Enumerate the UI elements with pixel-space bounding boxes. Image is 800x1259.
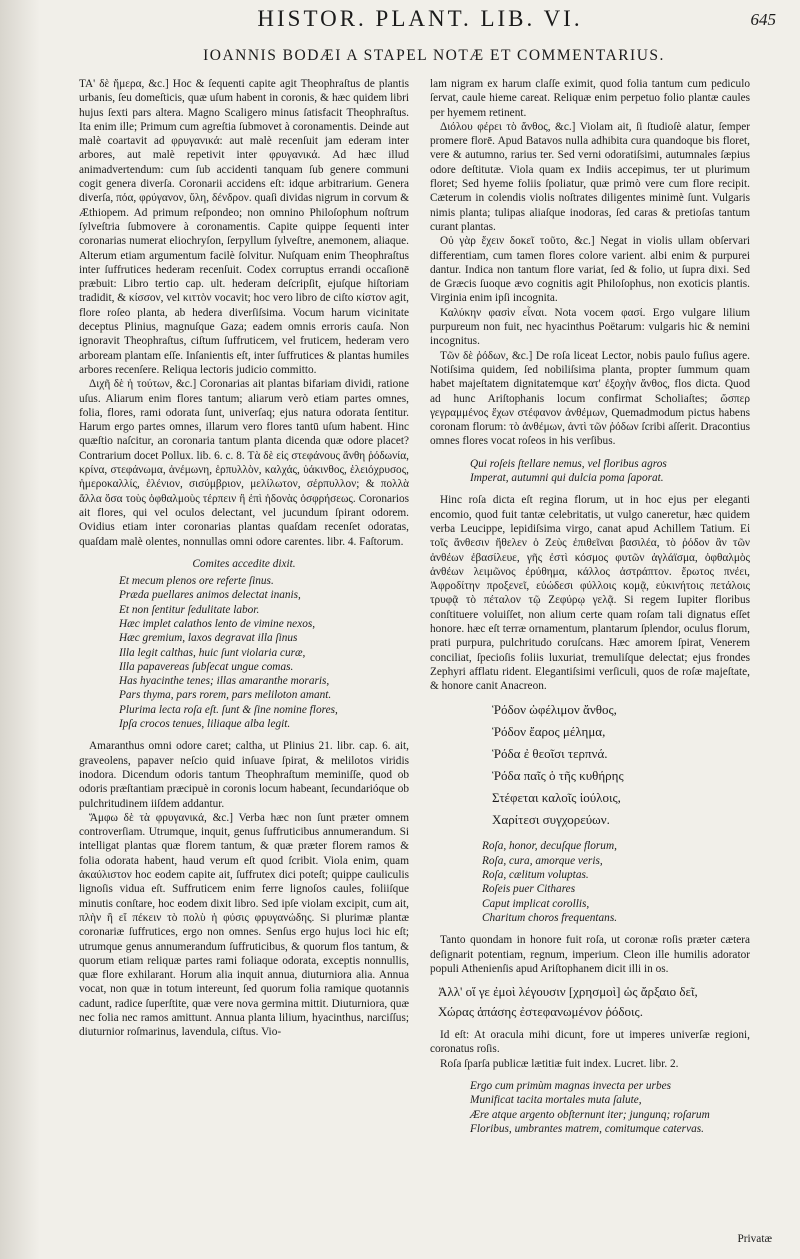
lucretius-verse	[430, 1079, 750, 1136]
verse-line: Hæc implet calathos lento de vimine nexos,	[119, 617, 316, 630]
verse-line: Ipſa crocos tenues, liliaque alba legit.	[119, 718, 291, 731]
anacreon-latin-verse	[430, 839, 750, 925]
verse-line: Pars thyma, pars rorem, pars meliloton amant.	[119, 689, 332, 702]
paragraph: Hinc roſa dicta eſt regina florum, ut in hoc ejus per eleganti encomio, quod fuit tantæ celebritatis, ut vulgo caneretur, hæc quidem verba Leucippe, lepidiſsima virgo, canat apud Achillem Tatium. Εἰ τοῖς ἄνθεσιν ἤθελεν ὁ Ζεὺς ἐπιθεῖναι βασιλέα, τὸ ῥόδον ἂν τῶν ἀνθέων ἐβασίλευε, γῆς ἐστὶ κόσμος φυτῶν ἀγλάϊσμα, ὀφθαλμὸς ἀνθέων λειμῶνος ἐρύθημα, κάλλος ἀστράπτον. ἔρωτος πνέει, Ἀφροδίτην προξενεῖ, εὐώδεσι φύλλοις κομᾷ, εὐκινήτοις πετάλοις τρυφᾷ τὸ πέταλον τῷ Ζεφύρῳ γελᾷ. Si regem Iupiter floribus conſtituere voluiſſet, non alium certe quam roſam tali dignatus eſſet honore. hæc eſt terræ ornamentum, plantarum ſplendor, oculus florum, prati purpura, pulchritudo coruſcans. Hæc amorem ſpirat, Venerem conciliat, ſpecioſis foliis luxuriat, tremuliſque delectat; ejus frondes Zephyri afflatu rident. Elegantiſsimi verſiculi, quos de roſæ majeſtate, & honore canit Anacreon.	[430, 494, 750, 693]
dracontius-verse	[430, 457, 750, 486]
paragraph: Roſa ſparſa publicæ lætitiæ fuit index. Lucret. libr. 2.	[440, 1057, 679, 1070]
verse-line: Et non ſentitur ſedulitate labor.	[119, 603, 260, 616]
verse-line: Præda puellares animos delectat inanis,	[119, 589, 301, 602]
verse-line: Munificat tacita mortales muta ſalute,	[470, 1094, 642, 1107]
running-title: HISTOR. PLANT. LIB. VI.	[257, 6, 583, 31]
right-column	[430, 77, 750, 1144]
verse-line: Roſa, cælitum voluptas.	[482, 869, 589, 882]
quote-line: Χώρας ἁπάσης ἐστεφανωμένον ῥόδοις.	[438, 1004, 643, 1020]
verse-line: Ῥόδα ἐ θεοῖσι τερπνά.	[492, 746, 608, 762]
aristophanes-greek-quote	[430, 982, 750, 1022]
paragraph: TA' δὲ ἥμερα, &c.] Hoc & ſequenti capite agit Theophraſtus de plantis urbanis, ſeu domeſticis, quæ uſum habent in coronis, & hæc quidem libri hujus ſexti pars altera. Magno Scaligero minus ſatisfacit Theophraſtus. Ita enim ille; Primum cum agreſtia ſubmovet à coronamentis. Deinde aut malè coartavit ad φρυγανικά: aut malè recenſuit jam ederam inter arbores, aut malè repetivit inter φρυγανικά. Ad hæc illud animadvertendum: cum ſub accidenti tanquam ſub genere communi cogit genera diverſa. Coronarii accidens eſt: idque arbitrarium. Genera diverſa, πόα, φρύγανον, ὕλη, δένδρον. quaſi dividas nigrum in corvum & Æthiopem. Ad primum reſpondeo; non omnino Philoſophum noſtrum ſylveſtria ſubmovere à coronamentis. Capite quippe ſequenti inter coronarias numerat eliochryſon, ſerpyllum ſylveſtre, anemonem, aliaque. Alterum etiam argumentum facilè ſolvitur. Nuſquam enim Theophraſtus inter ſuffrutices hederam recenſuit. Codex corruptus errandi occaſionē præbuit: Libro tertio cap. ult. hederam deſcripſit, ejuſque hiſtoriam tradidit, & κίσσον, vel κιττὸν vocavit; hoc vero libro de ciſto κίστον agit, flore roſeo planta, ab hedera diverſiſsima. Vocum harum vicinitate deceptus Plinius, magnuſque Gaza; eadem omnis erroris cauſa. Non ignoravit Theophraſtus, ciſtum ſuffruticem, vel fruticem, hederam vero arboream plantam eſſe. Inſanientis eſt, inter ſuffrutices & plantas humiles arbores recenſere. Reliqua lectoris judicio committo.	[79, 78, 409, 376]
verse-line: Plurima lecta roſa eſt. ſunt & ſine nomine flores,	[119, 703, 338, 716]
paragraph: Tanto quondam in honore fuit roſa, ut coronæ roſis præter cætera deſignarit potentiam, regnum, imperium. Cleon ille humilis adorator populi Athenienſis apud Ariſtophanem dicit illi in os.	[430, 934, 750, 975]
page-gutter-shadow	[0, 0, 40, 1259]
verse-line: Hæc gremium, laxos degravat illa ſinus	[119, 632, 298, 645]
paragraph: Καλύκην φασὶν εἶναι. Nota vocem φασί. Ergo vulgare lilium purpureum non fuit, nec hyacinthus Poëtarum: vulgaris hic & nemini incognitus.	[430, 306, 750, 348]
paragraph: Τῶν δὲ ῥόδων, &c.] De roſa liceat Lector, nobis paulo fuſius agere. Notiſsima quidem, ſed nobiliſsima planta, propter ſummum quam habet majeſtatem dignitatemque κατ' ἐξοχὴν ἄνθος, flos dicta. Quod ad hunc Ariſtophanis locum confirmat Scholiaſtes; ὥσπερ γεγραμμένος ἔχων στέφανον ἀνθέμων, Quemadmodum pictus habens coronam florum: τὸ ἀνθέμων, ἀντὶ τῶν ῥόδων ſcribi aſſerit. Dracontius omnes flores vocat roſeos in his verſibus.	[430, 349, 750, 448]
paragraph: Διχῆ δὲ ἡ τούτων, &c.] Coronarias ait plantas bifariam dividi, ratione uſus. Aliarum enim flores tantum; aliarum verò etiam partes omnes, folia, flores, rami odorata ſunt, univerſaq; ejus natura odorata ſentitur. Harum ergo partes omnes, illarum vero flores tantū uſum habent. Hinc quæſtio naſcitur, an coronaria tantum planta dicenda quæ odore placet? Contrarium docet Pollux. lib. 6. c. 8. Τὰ δὲ εἰς στεφάνους ἄνθη ῥόδωνία, κρίνα, στεφάνωμα, ἀνέμωνη, ἑρπυλλὸν, καλχάς, ὑάκινθος, ἑλειόχρυσος, ἡμεροκαλλίς, ἐλένιον, σισύμβριον, μελίλωτον, σέρπυλλον; & πολλὰ ἄλλα ὅσα τοὺς ὀφθαλμοὺς τέρπειν ἢ ἐπὶ ἡδονὰς ὀσφρήσεως. Coronarios ait flores, qui vel oculos delectant, vel jucundum ſpirant odorem. Ovidius etiam inter coronarias plantas quaſdam recenſet odoratas, quaſdam malè olentes, nonnullas omni odore carentes. libr. 4. Faſtorum.	[79, 378, 409, 548]
verse-line: Ære atque argento obſternunt iter; jungunq; roſarum	[470, 1108, 710, 1121]
paragraph: Ἅμφω δὲ τὰ φρυγανικά, &c.] Verba hæc non ſunt præter omnem controverſiam. Utrumque, inquit, genus ſuffruticibus annumerandum. Si intelligat plantas quæ florem tantum, & quæ præter florem ramos & folia odorata habent, haud verum eſt quod ſcribit. Viola enim, quam ἀκαύλιστον hoc eodem capite ait, ſuffrutex dici poteſt; quippe cauliculis lignoſis vidua eſt. Suffruticem enim ferre lignoſos caules, foliiſque minutis conſtare, hoc eodem dixit libro. Sed ipſe violam excipit, cum ait, πλὴν ἢ εἴ πέκειν τὸ πολὺ ἡ φύσις φρυγανώδης. Si plurimæ plantæ coronariæ ſuffrutices, ergo non omnes. Senſus ergo hujus loci hic eſt; utrumque genus annumerandum ſuffruticibus, & quorum flos tantum, & quorum etiam reliquæ partes rami foliaque odorata, exceptis nonnullis, quæ flore exhilarant. Horum alia inquit annua, diuturniora alia. Annua vocat, non quæ in totum intereunt, ſed quorum folia ramique quotannis cadunt, radice ſuperſtite, quæ vere nova germina mittit. Diuturniora, quæ nec folia nec ramos amittunt. Annua planta lilium, hyacinthus, narciſſus; diuturnior roſmarinus, lavendula, ciſtus. Vio-	[79, 811, 409, 1039]
ovid-verse	[79, 557, 409, 732]
paragraph: Οὐ γὰρ ἔχειν δοκεῖ τοῦτο, &c.] Negat in violis ullam obſervari differentiam, cum tamen flores colore varient. albi enim & purpurei dantur. Indica non tantum flore variat, ſed & folio, ut ſupra dixi. Sed de Græcis ſuoque ævo cognitis agit Philoſophus, non exoticis plantis. Virginia enim ipſi incognita.	[430, 235, 750, 305]
running-head	[60, 6, 780, 36]
paragraph: lam nigram ex harum claſſe eximit, quod folia tantum cum pediculo ſervat, caule hieme careat. Reliquæ enim perpetuo folio plantæ caules per hyemem retinent.	[430, 78, 750, 119]
verse-line: Ergo cum primùm magnas invecta per urbes	[470, 1080, 672, 1093]
page-number: 645	[750, 10, 776, 29]
paragraph: Διόλου φέρει τὸ ἄνθος, &c.] Violam ait, ſi ſtudioſè alatur, ſemper promere florē. Apud Batavos nulla adhibita cura quandoque bis floret, vere & autumno, rarius ter. Sed verni odoratiſsimi, autumnales ſæpius odore deſtitutæ. Viola quam ex Indiis accepimus, ter ut plurimum floret; Sed hyeme foliis ſpoliatur, quæ primò vere cum flore recipit. Cæterum in colendis violis noſtrates diligentes minimè ſunt. Vulgaris nimis planta; tulipas aliaſque inodoras, ſed caras & pretioſas tantum curant plantas.	[430, 120, 750, 233]
verse-line: Imperat, autumni qui dulcia poma ſaporat.	[470, 472, 664, 485]
verse-line: Has hyacinthe tenes; illas amaranthe moraris,	[119, 675, 330, 688]
verse-line: Roſa, cura, amorque veris,	[482, 854, 603, 867]
paragraph: Amaranthus omni odore caret; caltha, ut Plinius 21. libr. cap. 6. ait, graveolens, papaver neſcio quid inſuave ſpirat, & melilotos viridis inodora. Dicendum odoris tantum Theophraſtum meminiſſe, quod ob odoris præſtantiam præcipuè in coronis locum habeant, ſecundarióque ob pulchritudinem iiſdem addantur.	[79, 740, 409, 810]
verse-line: Στέφεται καλοῖς ἰούλοις,	[492, 790, 621, 806]
verse-line: Qui roſeis ſtellare nemus, vel floribus agros	[470, 457, 667, 470]
section-title: IOANNIS BODÆI A STAPEL NOTÆ ET COMMENTARIUS.	[203, 47, 665, 64]
verse-title: Comites accedite dixit.	[192, 557, 296, 570]
verse-line: Ῥόδον ἔαρος μέλημα,	[492, 724, 606, 740]
verse-line: Roſeis puer Cithares	[482, 883, 576, 896]
catchword: Privatæ	[737, 1233, 772, 1245]
verse-line: Illa papavereas ſubſecat ungue comas.	[119, 660, 294, 673]
verse-line: Caput implicat corollis,	[482, 897, 590, 910]
anacreon-greek-verse	[430, 699, 750, 831]
verse-line: Charitum choros frequentans.	[482, 911, 618, 924]
left-column	[79, 77, 409, 1040]
verse-line: Illa legit calthas, huic ſunt violaria curæ,	[119, 646, 306, 659]
verse-line: Ῥόδον ὠφέλιμον ἄνθος,	[492, 702, 617, 718]
quote-line: Ἀλλ' οἵ γε ἐμοὶ λέγουσιν [χρησμοὶ] ὡς ἄρξαιο δεῖ,	[438, 984, 698, 1000]
paragraph: Id eſt: At oracula mihi dicunt, fore ut imperes univerſæ regioni, coronatus roſis.	[430, 1029, 750, 1056]
verse-line: Roſa, honor, decuſque florum,	[482, 840, 617, 853]
verse-line: Et mecum plenos ore referte ſinus.	[119, 575, 274, 588]
verse-line: Ῥόδα παῖς ὁ τῆς κυθήρης	[492, 768, 624, 784]
verse-line: Floribus, umbrantes matrem, comitumque catervas.	[470, 1122, 704, 1135]
verse-line: Χαρίτεσι συγχορεύων.	[492, 812, 610, 828]
